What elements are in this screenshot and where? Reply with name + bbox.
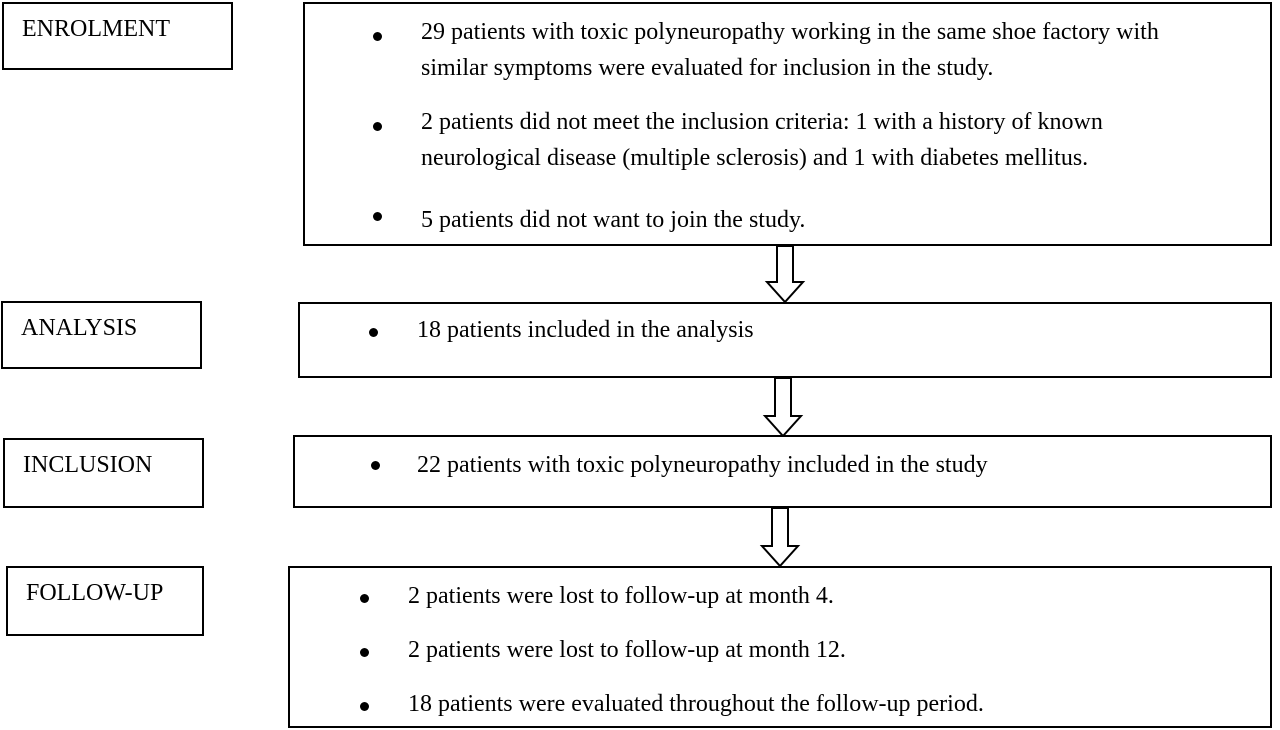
- analysis-content-box: [298, 302, 1272, 378]
- down-arrow-icon: [761, 378, 805, 436]
- enrolment-item-1-line-2: similar symptoms were evaluated for inclusion in the study.: [421, 55, 994, 81]
- bullet: [360, 648, 369, 657]
- stage-label-text: ENROLMENT: [22, 16, 170, 42]
- analysis-item-1: 18 patients included in the analysis: [417, 317, 754, 343]
- bullet: [369, 328, 378, 337]
- bullet: [373, 32, 382, 41]
- follow-up-item-3: 18 patients were evaluated throughout the follow-up period.: [408, 691, 984, 717]
- stage-label-enrolment: [2, 2, 233, 70]
- bullet: [373, 122, 382, 131]
- stage-label-text: FOLLOW-UP: [26, 580, 164, 606]
- bullet: [371, 461, 380, 470]
- enrolment-item-1-line-1: 29 patients with toxic polyneuropathy working in the same shoe factory with: [421, 19, 1159, 45]
- bullet: [360, 594, 369, 603]
- down-arrow-icon: [758, 508, 802, 566]
- down-arrow-icon: [763, 246, 807, 302]
- follow-up-item-2: 2 patients were lost to follow-up at month 12.: [408, 637, 846, 663]
- stage-label-text: INCLUSION: [23, 452, 153, 478]
- follow-up-content-box: [288, 566, 1272, 728]
- bullet: [373, 212, 382, 221]
- enrolment-item-3: 5 patients did not want to join the study.: [421, 207, 806, 233]
- enrolment-content-box: [303, 2, 1272, 246]
- stage-label-follow-up: [6, 566, 204, 636]
- stage-label-inclusion: [3, 438, 204, 508]
- bullet: [360, 702, 369, 711]
- stage-label-text: ANALYSIS: [21, 315, 138, 341]
- stage-label-analysis: [1, 301, 202, 369]
- enrolment-item-2-line-2: neurological disease (multiple sclerosis) and 1 with diabetes mellitus.: [421, 145, 1089, 171]
- follow-up-item-1: 2 patients were lost to follow-up at month 4.: [408, 583, 834, 609]
- enrolment-item-2-line-1: 2 patients did not meet the inclusion criteria: 1 with a history of known: [421, 109, 1103, 135]
- inclusion-item-1: 22 patients with toxic polyneuropathy included in the study: [417, 452, 988, 478]
- inclusion-content-box: [293, 435, 1272, 508]
